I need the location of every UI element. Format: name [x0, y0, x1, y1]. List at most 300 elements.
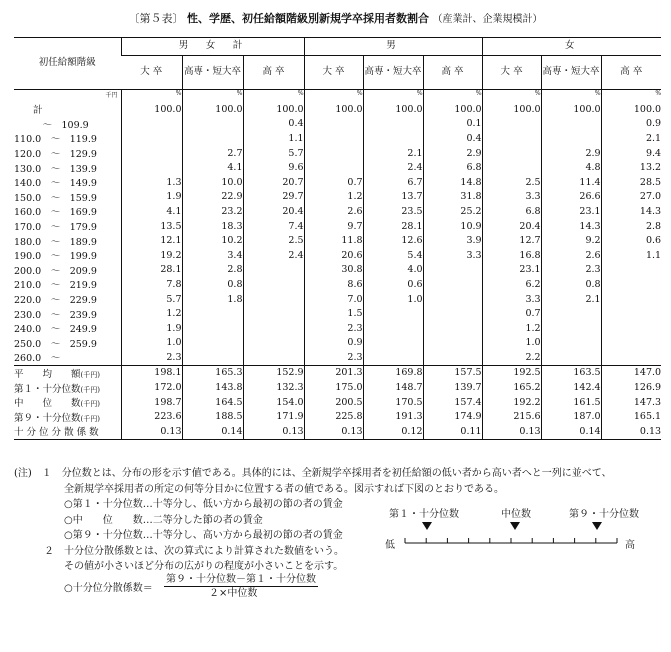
note-line: ２ 十分位分散係数とは、次の算式により計算された数値をいう。	[14, 545, 344, 557]
value-cell: 2.4	[243, 248, 304, 263]
table-row	[14, 146, 661, 161]
value-cell: 2.9	[423, 146, 482, 161]
table-title	[0, 10, 671, 26]
label-median: 中位数	[501, 509, 531, 520]
value-cell: 3.3	[482, 292, 541, 307]
stat-unit: (千円)	[80, 400, 100, 409]
row-label: 110.0 〜 119.9	[14, 134, 97, 146]
value-cell	[541, 336, 601, 351]
col-header: 高専・短大卒	[541, 56, 601, 90]
row-label: 計	[14, 105, 43, 117]
value-cell	[601, 263, 661, 278]
value-cell: 12.6	[363, 233, 423, 248]
group-header-total: 男 女 計	[121, 38, 304, 56]
value-cell: 1.3	[121, 175, 182, 190]
value-cell: 4.1	[121, 204, 182, 219]
value-cell: 23.5	[363, 204, 423, 219]
value-cell	[363, 336, 423, 351]
stat-cell: 169.8	[363, 365, 423, 380]
unit-cell: %	[363, 90, 423, 103]
value-cell: 2.3	[121, 350, 182, 365]
value-cell	[541, 117, 601, 132]
value-cell: 0.9	[304, 336, 363, 351]
row-label: 140.0 〜 149.9	[14, 178, 97, 190]
value-cell: 0.4	[423, 131, 482, 146]
value-cell	[423, 306, 482, 321]
row-label: 250.0 〜 259.9	[14, 338, 97, 350]
value-cell	[482, 146, 541, 161]
label-high: 高	[625, 540, 635, 551]
value-cell	[423, 336, 482, 351]
col-header: 大 卒	[482, 56, 541, 90]
row-label: 180.0 〜 189.9	[14, 236, 97, 248]
value-cell: 19.2	[121, 248, 182, 263]
value-cell: 0.9	[601, 117, 661, 132]
value-cell: 0.8	[541, 277, 601, 292]
stat-cell: 142.4	[541, 380, 601, 395]
wage-distribution-table	[14, 37, 661, 440]
stat-cell: 175.0	[304, 380, 363, 395]
label-low: 低	[385, 540, 395, 551]
value-cell	[482, 160, 541, 175]
value-cell	[304, 117, 363, 132]
value-cell: 1.8	[182, 292, 243, 307]
value-cell: 12.7	[482, 233, 541, 248]
row-label: 260.0 〜	[14, 353, 61, 365]
stat-unit: (千円)	[80, 370, 100, 379]
value-cell: 1.0	[121, 336, 182, 351]
value-cell	[482, 117, 541, 132]
label-ninth-decile: 第９・十分位数	[569, 509, 639, 520]
formula-numerator: 第９・十分位数－第１・十分位数	[166, 573, 316, 585]
value-cell: 23.2	[182, 204, 243, 219]
value-cell: 3.3	[423, 248, 482, 263]
value-cell	[243, 277, 304, 292]
median-marker-icon	[510, 522, 520, 530]
title-main: 性、学歴、初任給額階級別新規学卒採用者数割合	[187, 12, 429, 25]
value-cell: 16.8	[482, 248, 541, 263]
value-cell	[182, 306, 243, 321]
value-cell	[243, 292, 304, 307]
value-cell	[304, 146, 363, 161]
unit-cell: %	[541, 90, 601, 103]
value-cell	[121, 117, 182, 132]
stat-cell: 147.0	[601, 365, 661, 380]
value-cell: 100.0	[541, 102, 601, 117]
value-cell: 1.5	[304, 306, 363, 321]
value-cell: 14.8	[423, 175, 482, 190]
value-cell: 2.6	[541, 248, 601, 263]
value-cell	[601, 306, 661, 321]
value-cell: 2.3	[304, 321, 363, 336]
value-cell	[121, 146, 182, 161]
unit-cell: %	[482, 90, 541, 103]
value-cell: 20.6	[304, 248, 363, 263]
table-row	[14, 424, 661, 439]
value-cell: 2.5	[482, 175, 541, 190]
table-row	[14, 336, 661, 351]
col-header: 大 卒	[121, 56, 182, 90]
value-cell	[304, 131, 363, 146]
stat-cell: 215.6	[482, 409, 541, 424]
unit-cell: %	[601, 90, 661, 103]
value-cell: 1.1	[243, 131, 304, 146]
value-cell: 14.3	[601, 204, 661, 219]
value-cell	[363, 350, 423, 365]
decile-scale	[385, 505, 665, 555]
table-row	[14, 175, 661, 190]
table-row	[14, 233, 661, 248]
value-cell	[541, 350, 601, 365]
table-row	[14, 248, 661, 263]
table-row	[14, 380, 661, 395]
quantile-diagram	[385, 505, 665, 555]
table-row	[14, 321, 661, 336]
unit-cell: %	[121, 90, 182, 103]
col-header: 高 卒	[243, 56, 304, 90]
row-label: 210.0 〜 219.9	[14, 280, 97, 292]
stat-cell: 170.5	[363, 395, 423, 410]
note-line: (注) １ 分位数とは、分布の形を示す値である。具体的には、全新規学卒採用者を初任給額の低い者から高い者へと一列に並べて、	[14, 468, 612, 479]
value-cell	[423, 292, 482, 307]
value-cell	[423, 350, 482, 365]
stat-label	[14, 365, 121, 380]
stat-cell: 163.5	[541, 365, 601, 380]
title-suffix: （産業計、企業規模計）	[432, 14, 543, 25]
stat-cell: 165.1	[601, 409, 661, 424]
value-cell: 13.7	[363, 190, 423, 205]
value-cell: 4.1	[182, 160, 243, 175]
unit-cell: %	[182, 90, 243, 103]
value-cell: 30.8	[304, 263, 363, 278]
value-cell: 10.0	[182, 175, 243, 190]
row-label: 〜 109.9	[14, 119, 89, 131]
value-cell: 7.0	[304, 292, 363, 307]
stat-cell: 148.7	[363, 380, 423, 395]
col-header: 高 卒	[601, 56, 661, 90]
value-cell: 100.0	[182, 102, 243, 117]
value-cell: 9.2	[541, 233, 601, 248]
value-cell: 20.4	[482, 219, 541, 234]
value-cell: 100.0	[121, 102, 182, 117]
table-row	[14, 277, 661, 292]
value-cell: 2.8	[601, 219, 661, 234]
value-cell: 28.5	[601, 175, 661, 190]
value-cell	[121, 131, 182, 146]
table-row	[14, 395, 661, 410]
value-cell: 3.3	[482, 190, 541, 205]
stat-cell: 200.5	[304, 395, 363, 410]
value-cell: 7.8	[121, 277, 182, 292]
stat-cell: 139.7	[423, 380, 482, 395]
value-cell: 0.7	[304, 175, 363, 190]
row-label: 150.0 〜 159.9	[14, 192, 97, 204]
value-cell: 1.1	[601, 248, 661, 263]
value-cell: 100.0	[423, 102, 482, 117]
stat-label-text: 十 分 位 分 散 係 数	[14, 427, 99, 439]
stat-label	[14, 409, 121, 424]
value-cell	[182, 131, 243, 146]
stat-cell: 0.13	[601, 424, 661, 439]
stat-cell: 157.5	[423, 365, 482, 380]
value-cell: 3.9	[423, 233, 482, 248]
stat-cell: 132.3	[243, 380, 304, 395]
value-cell: 12.1	[121, 233, 182, 248]
value-cell: 0.4	[243, 117, 304, 132]
stat-unit: (千円)	[80, 414, 100, 423]
formula	[14, 575, 664, 601]
stat-cell: 187.0	[541, 409, 601, 424]
row-label: 200.0 〜 209.9	[14, 265, 97, 277]
value-cell	[304, 160, 363, 175]
stat-cell: 164.5	[182, 395, 243, 410]
value-cell: 2.1	[363, 146, 423, 161]
table-row	[14, 90, 661, 103]
stat-cell: 0.11	[423, 424, 482, 439]
value-cell: 100.0	[482, 102, 541, 117]
value-cell: 2.7	[182, 146, 243, 161]
unit-cell: %	[304, 90, 363, 103]
table-row	[14, 131, 661, 146]
row-label: 190.0 〜 199.9	[14, 251, 97, 263]
stat-label-text: 平 均 額	[14, 368, 81, 380]
value-cell: 10.9	[423, 219, 482, 234]
value-cell	[363, 321, 423, 336]
value-cell: 3.4	[182, 248, 243, 263]
value-cell: 2.5	[243, 233, 304, 248]
value-cell: 5.7	[121, 292, 182, 307]
col-header: 高 卒	[423, 56, 482, 90]
stat-cell: 198.1	[121, 365, 182, 380]
stat-cell: 152.9	[243, 365, 304, 380]
stat-cell: 0.13	[243, 424, 304, 439]
value-cell: 4.0	[363, 263, 423, 278]
value-cell: 1.0	[482, 336, 541, 351]
stat-cell: 192.5	[482, 365, 541, 380]
table-row	[14, 263, 661, 278]
stat-label	[14, 395, 121, 410]
value-cell: 13.2	[601, 160, 661, 175]
value-cell: 7.4	[243, 219, 304, 234]
table-number: 〔第５表〕	[128, 12, 184, 25]
value-cell: 2.3	[304, 350, 363, 365]
value-cell	[243, 350, 304, 365]
value-cell: 2.3	[541, 263, 601, 278]
row-label: 170.0 〜 179.9	[14, 222, 97, 234]
stat-unit: (千円)	[80, 385, 100, 394]
value-cell	[243, 306, 304, 321]
stat-cell: 0.13	[482, 424, 541, 439]
value-cell: 11.8	[304, 233, 363, 248]
value-cell	[363, 117, 423, 132]
table-row	[14, 160, 661, 175]
stat-cell: 0.14	[541, 424, 601, 439]
value-cell	[601, 336, 661, 351]
value-cell: 100.0	[601, 102, 661, 117]
table-row	[14, 190, 661, 205]
stat-label-text: 第１・十分位数	[14, 383, 81, 395]
stat-cell: 161.5	[541, 395, 601, 410]
value-cell	[601, 292, 661, 307]
note-line: ○第１・十分位数…十等分し、低い方から最初の節の者の賃金	[14, 499, 343, 510]
stat-cell: 174.9	[423, 409, 482, 424]
value-cell: 25.2	[423, 204, 482, 219]
value-cell: 2.9	[541, 146, 601, 161]
value-cell: 0.1	[423, 117, 482, 132]
value-cell: 6.8	[482, 204, 541, 219]
stat-cell: 0.13	[304, 424, 363, 439]
stat-cell: 0.13	[121, 424, 182, 439]
stat-cell: 201.3	[304, 365, 363, 380]
unit-cell: %	[423, 90, 482, 103]
value-cell: 1.9	[121, 321, 182, 336]
row-label: 240.0 〜 249.9	[14, 324, 97, 336]
note-line: 全新規学卒採用者の所定の何等分目かに位置する者の値である。図示すれば下図のとおりである。	[14, 483, 504, 495]
value-cell: 11.4	[541, 175, 601, 190]
value-cell	[423, 263, 482, 278]
stat-cell: 157.4	[423, 395, 482, 410]
stat-cell: 0.12	[363, 424, 423, 439]
value-cell: 4.8	[541, 160, 601, 175]
value-cell: 1.2	[304, 190, 363, 205]
value-cell	[601, 321, 661, 336]
col-header: 高専・短大卒	[363, 56, 423, 90]
value-cell	[423, 277, 482, 292]
value-cell	[541, 321, 601, 336]
value-cell	[423, 321, 482, 336]
value-cell: 10.2	[182, 233, 243, 248]
stat-cell: 147.3	[601, 395, 661, 410]
value-cell: 28.1	[121, 263, 182, 278]
stat-cell: 225.8	[304, 409, 363, 424]
value-cell: 1.2	[121, 306, 182, 321]
value-cell: 18.3	[182, 219, 243, 234]
row-label: 160.0 〜 169.9	[14, 207, 97, 219]
table-row	[14, 365, 661, 380]
stat-cell: 154.0	[243, 395, 304, 410]
value-cell	[601, 277, 661, 292]
value-cell: 100.0	[304, 102, 363, 117]
value-cell	[601, 350, 661, 365]
row-label: 120.0 〜 129.9	[14, 149, 97, 161]
group-header-male: 男	[304, 38, 482, 56]
value-cell	[363, 131, 423, 146]
value-cell: 0.6	[601, 233, 661, 248]
table-row	[14, 409, 661, 424]
group-header-female: 女	[482, 38, 661, 56]
table-row	[14, 117, 661, 132]
value-cell	[243, 321, 304, 336]
value-cell: 6.8	[423, 160, 482, 175]
stat-cell: 126.9	[601, 380, 661, 395]
value-cell: 2.1	[541, 292, 601, 307]
table-row	[14, 219, 661, 234]
stat-cell: 188.5	[182, 409, 243, 424]
row-label: 130.0 〜 139.9	[14, 163, 97, 175]
stat-cell: 143.8	[182, 380, 243, 395]
stat-cell: 191.3	[363, 409, 423, 424]
unit-cell: %	[243, 90, 304, 103]
value-cell: 1.2	[482, 321, 541, 336]
value-cell: 13.5	[121, 219, 182, 234]
value-cell: 1.0	[363, 292, 423, 307]
value-cell: 100.0	[363, 102, 423, 117]
stat-label-text: 第９・十分位数	[14, 412, 81, 424]
scale-ticks	[405, 538, 617, 543]
value-cell: 29.7	[243, 190, 304, 205]
row-label: 220.0 〜 229.9	[14, 295, 97, 307]
value-cell: 6.7	[363, 175, 423, 190]
stat-cell: 172.0	[121, 380, 182, 395]
value-cell: 9.7	[304, 219, 363, 234]
stat-label-text: 中 位 数	[14, 398, 81, 410]
unit-label: 千円	[105, 92, 118, 99]
value-cell: 23.1	[482, 263, 541, 278]
value-cell	[121, 160, 182, 175]
value-cell: 23.1	[541, 204, 601, 219]
value-cell	[243, 336, 304, 351]
stat-label	[14, 380, 121, 395]
value-cell	[541, 306, 601, 321]
value-cell: 8.6	[304, 277, 363, 292]
value-cell: 0.6	[363, 277, 423, 292]
value-cell: 5.4	[363, 248, 423, 263]
stat-cell: 198.7	[121, 395, 182, 410]
table-row	[14, 350, 661, 365]
value-cell: 2.2	[482, 350, 541, 365]
stat-cell: 165.2	[482, 380, 541, 395]
value-cell: 31.8	[423, 190, 482, 205]
col-header: 高専・短大卒	[182, 56, 243, 90]
value-cell	[482, 131, 541, 146]
formula-denominator: ２×中位数	[209, 587, 258, 599]
value-cell: 22.9	[182, 190, 243, 205]
value-cell	[182, 321, 243, 336]
stat-cell: 0.14	[182, 424, 243, 439]
table-row	[14, 102, 661, 117]
value-cell: 1.9	[121, 190, 182, 205]
value-cell: 9.4	[601, 146, 661, 161]
value-cell: 100.0	[243, 102, 304, 117]
stat-cell: 165.3	[182, 365, 243, 380]
value-cell: 2.8	[182, 263, 243, 278]
value-cell: 2.4	[363, 160, 423, 175]
value-cell	[363, 306, 423, 321]
value-cell	[243, 263, 304, 278]
value-cell: 2.6	[304, 204, 363, 219]
stat-cell: 192.2	[482, 395, 541, 410]
ninth-decile-marker-icon	[592, 522, 602, 530]
value-cell: 9.6	[243, 160, 304, 175]
value-cell: 2.1	[601, 131, 661, 146]
value-cell: 0.7	[482, 306, 541, 321]
label-first-decile: 第１・十分位数	[389, 509, 459, 520]
value-cell: 5.7	[243, 146, 304, 161]
stat-cell: 223.6	[121, 409, 182, 424]
value-cell	[182, 117, 243, 132]
value-cell	[182, 350, 243, 365]
value-cell: 6.2	[482, 277, 541, 292]
stat-label	[14, 424, 121, 439]
value-cell: 0.8	[182, 277, 243, 292]
value-cell	[541, 131, 601, 146]
formula-lhs: ○十分位分散係数＝	[64, 582, 153, 594]
value-cell: 28.1	[363, 219, 423, 234]
value-cell: 20.4	[243, 204, 304, 219]
note-line: ○中 位 数…二等分した節の者の賃金	[14, 514, 263, 526]
table-row	[14, 306, 661, 321]
table-row	[14, 292, 661, 307]
